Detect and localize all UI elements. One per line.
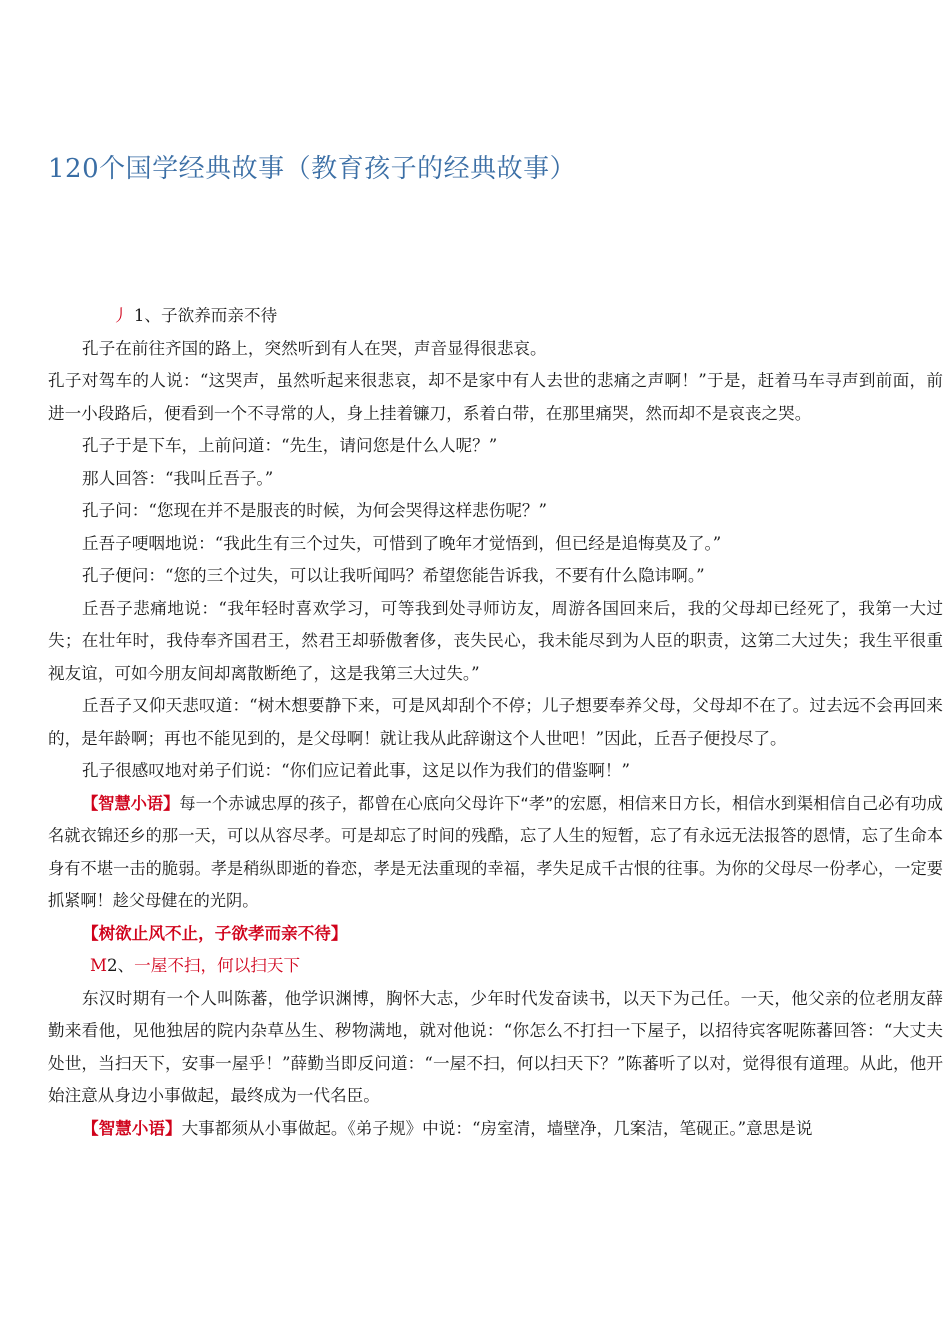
story-1-mark: 丿 — [112, 306, 129, 325]
story-2-heading-text: 一屋不扫，何以扫天下 — [134, 956, 301, 975]
story-1-paragraph: 孔子在前往齐国的路上，突然听到有人在哭，声音显得很悲哀。 — [82, 338, 547, 358]
story-1-wisdom — [48, 788, 943, 918]
story-1-motto: 【树欲止风不止，子欲孝而亲不待】 — [82, 923, 348, 943]
story-1-paragraph: 孔子很感叹地对弟子们说：“你们应记着此事，这足以作为我们的借鉴啊！” — [82, 761, 630, 780]
story-2-paragraph: 东汉时期有一个人叫陈蕃，他学识渊博，胸怀大志，少年时代发奋读书，以天下为己任。一天，他父亲的位老朋友薛勤来看他，见他独居的院内杂草丛生、秽物满地，就对他说：“你怎么不打扫一下屋子，以招待宾客呢陈蕃回答：“大丈夫处世，当扫天下，安事一屋乎！”薛勤当即反问道：“一屋不扫，何以扫天下？”陈蕃听了以对，觉得很有道理。从此，他开始注意从身边小事做起，最终成为一代名臣。 — [48, 988, 943, 1105]
story-1-heading — [48, 300, 943, 333]
document-body — [48, 300, 943, 1145]
story-1-paragraph: 孔子于是下车，上前问道：“先生，请问您是什么人呢？” — [82, 436, 498, 455]
story-2-wisdom — [48, 1113, 943, 1146]
story-1-paragraph: 丘吾子哽咽地说：“我此生有三个过失，可惜到了晚年才觉悟到，但已经是追悔莫及了。” — [82, 533, 722, 553]
story-2-heading-num: 2、 — [107, 956, 135, 975]
story-1-paragraph: 丘吾子悲痛地说：“我年轻时喜欢学习，可等我到处寻师访友，周游各国回来后，我的父母却已经死了，我第一大过失；在壮年时，我侍奉齐国君王，然君王却骄傲奢侈，丧失民心，我未能尽到为人臣的职责，这第二大过失；我生平很重视友谊，可如今朋友间却离散断绝了，这是我第三大过失。” — [48, 598, 943, 683]
wisdom-label: 【智慧小语】 — [82, 1118, 182, 1138]
story-1-paragraph: 那人回答：“我叫丘吾子。” — [82, 468, 274, 488]
story-2-heading — [48, 950, 943, 983]
story-2-mark: M — [90, 956, 107, 975]
story-1-paragraph: 丘吾子又仰天悲叹道：“树木想要静下来，可是风却刮个不停；儿子想要奉养父母，父母却不在了。过去远不会再回来的，是年龄啊；再也不能见到的，是父母啊！就让我从此辞谢这个人世吧！”因此，丘吾子便投尽了。 — [48, 696, 943, 748]
wisdom-text: 大事都须从小事做起。《弟子规》中说：“房室清，墙壁净，几案洁，笔砚正。”意思是说 — [181, 1118, 813, 1138]
story-1-heading-text: 1、子欲养而亲不待 — [133, 306, 278, 325]
story-1-paragraph: 孔子问：“您现在并不是服丧的时候，为何会哭得这样悲伤呢？” — [82, 501, 547, 520]
document-title: 120个国学经典故事（教育孩子的经典故事） — [48, 154, 577, 184]
story-1-paragraph: 孔子对驾车的人说：“这哭声，虽然听起来很悲哀，却不是家中有人去世的悲痛之声啊！”于是，赶着马车寻声到前面，前进一小段路后，便看到一个不寻常的人，身上挂着镰刀，系着白带，在那里痛哭，然而却不是哀丧之哭。 — [48, 371, 943, 423]
story-1-paragraph: 孔子便问：“您的三个过失，可以让我听闻吗？希望您能告诉我，不要有什么隐讳啊。” — [82, 566, 705, 585]
wisdom-label: 【智慧小语】 — [82, 793, 180, 813]
wisdom-text: 每一个赤诚忠厚的孩子，都曾在心底向父母许下“孝”的宏愿，相信来日方长，相信水到渠相信自己必有功成名就衣锦还乡的那一天，可以从容尽孝。可是却忘了时间的残酷，忘了人生的短暂，忘了有永远无法报答的恩情，忘了生命本身有不堪一击的脆弱。孝是稍纵即逝的眷恋，孝是无法重现的幸福，孝失足成千古恨的往事。为你的父母尽一份孝心，一定要抓紧啊！趁父母健在的光阴。 — [48, 793, 943, 910]
